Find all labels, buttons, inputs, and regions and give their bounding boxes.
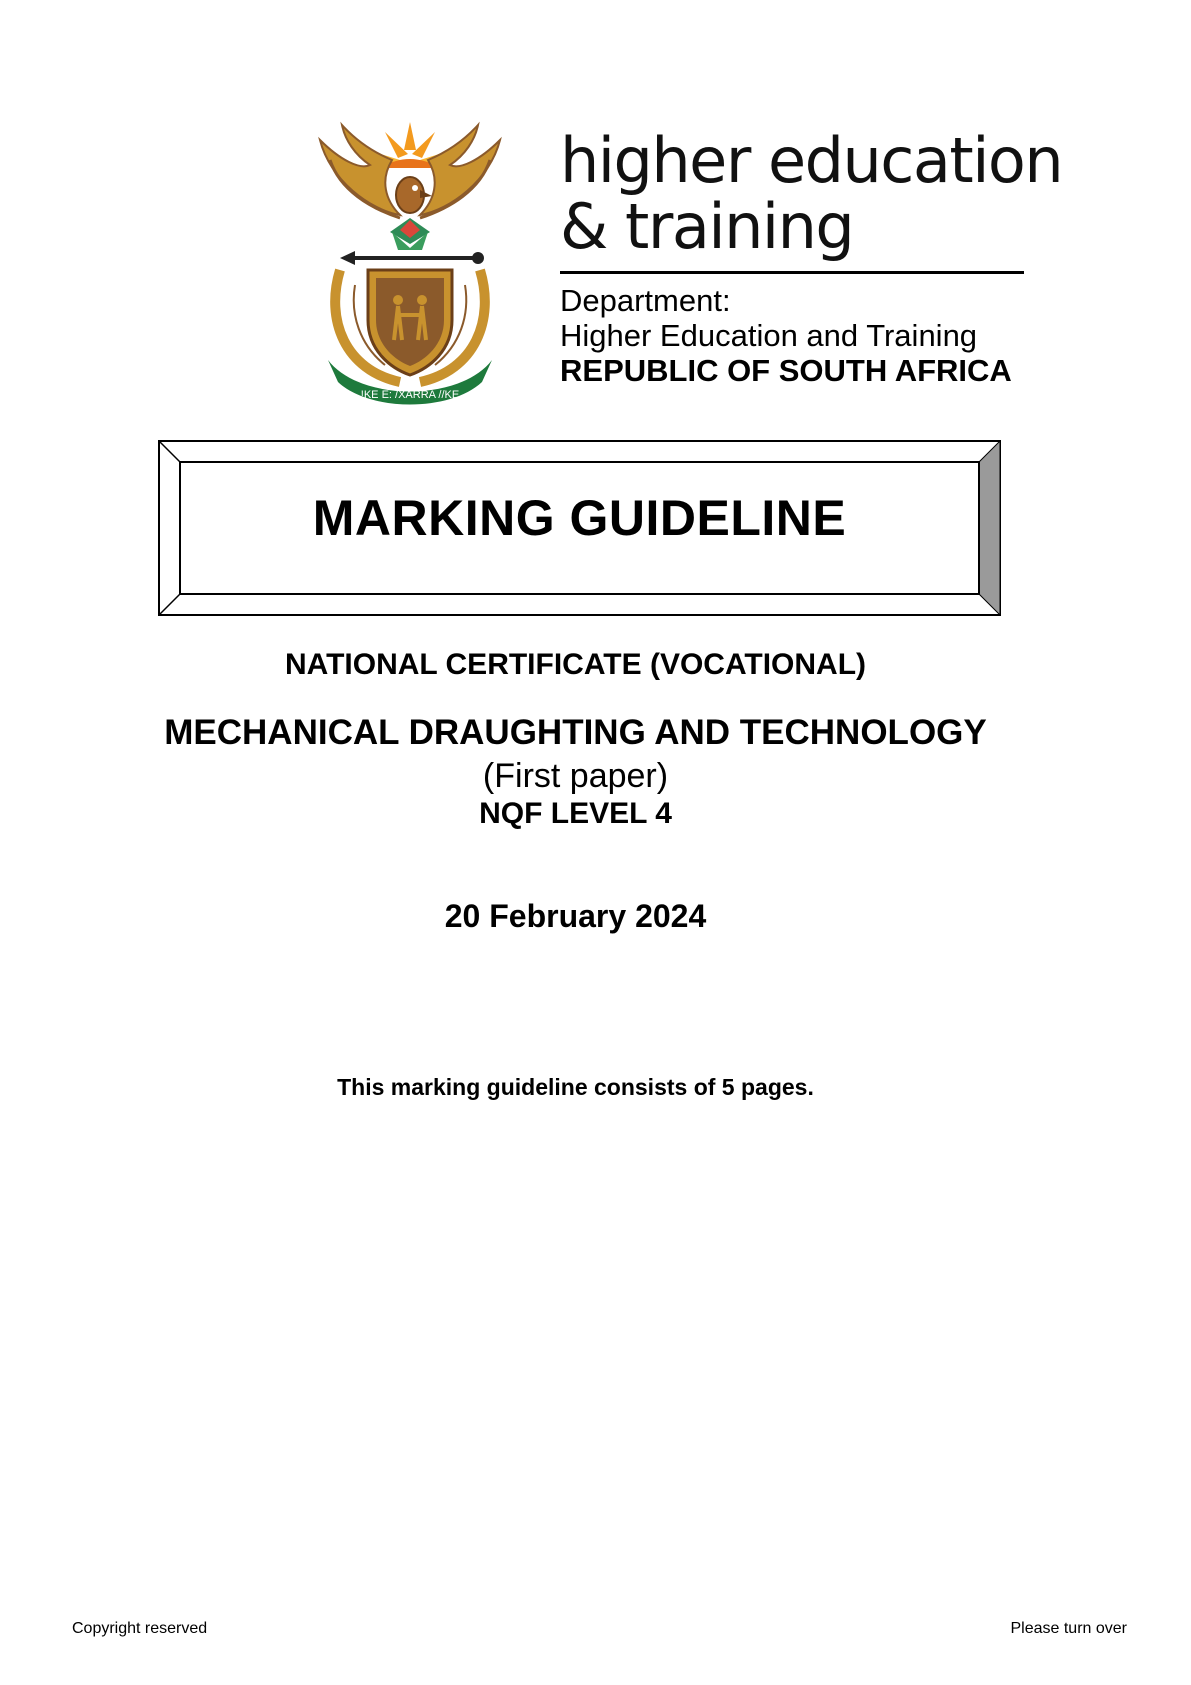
- brand-wordmark: [560, 124, 1063, 263]
- copyright-footer: Copyright reserved: [72, 1620, 208, 1637]
- department-label: Department:: [560, 283, 731, 318]
- exam-date: 20 February 2024: [444, 898, 707, 934]
- shield-icon: [368, 270, 452, 375]
- nqf-level: NQF LEVEL 4: [479, 797, 672, 830]
- page-count-note: This marking guideline consists of 5 pages.: [337, 1074, 814, 1100]
- protea-icon: [390, 218, 430, 250]
- subject-heading: MECHANICAL DRAUGHTING AND TECHNOLOGY: [164, 713, 987, 752]
- coat-of-arms-emblem: [300, 120, 520, 410]
- paper-label: (First paper): [482, 757, 669, 795]
- department-block: [560, 283, 1040, 388]
- certificate-heading: NATIONAL CERTIFICATE (VOCATIONAL): [284, 648, 867, 681]
- department-name: Higher Education and Training: [560, 318, 978, 353]
- title-box: [158, 440, 1001, 616]
- brand-line-1: higher education: [560, 124, 1063, 197]
- spear-icon: [340, 251, 484, 265]
- svg-text:!KE E: /XARRA //KE: !KE E: /XARRA //KE: [360, 389, 460, 401]
- brand-divider: [560, 271, 1024, 274]
- turn-over-footer: Please turn over: [1010, 1620, 1127, 1637]
- brand-line-2: & training: [560, 190, 854, 263]
- country-name: REPUBLIC OF SOUTH AFRICA: [560, 353, 1012, 388]
- document-title: MARKING GUIDELINE: [312, 490, 847, 546]
